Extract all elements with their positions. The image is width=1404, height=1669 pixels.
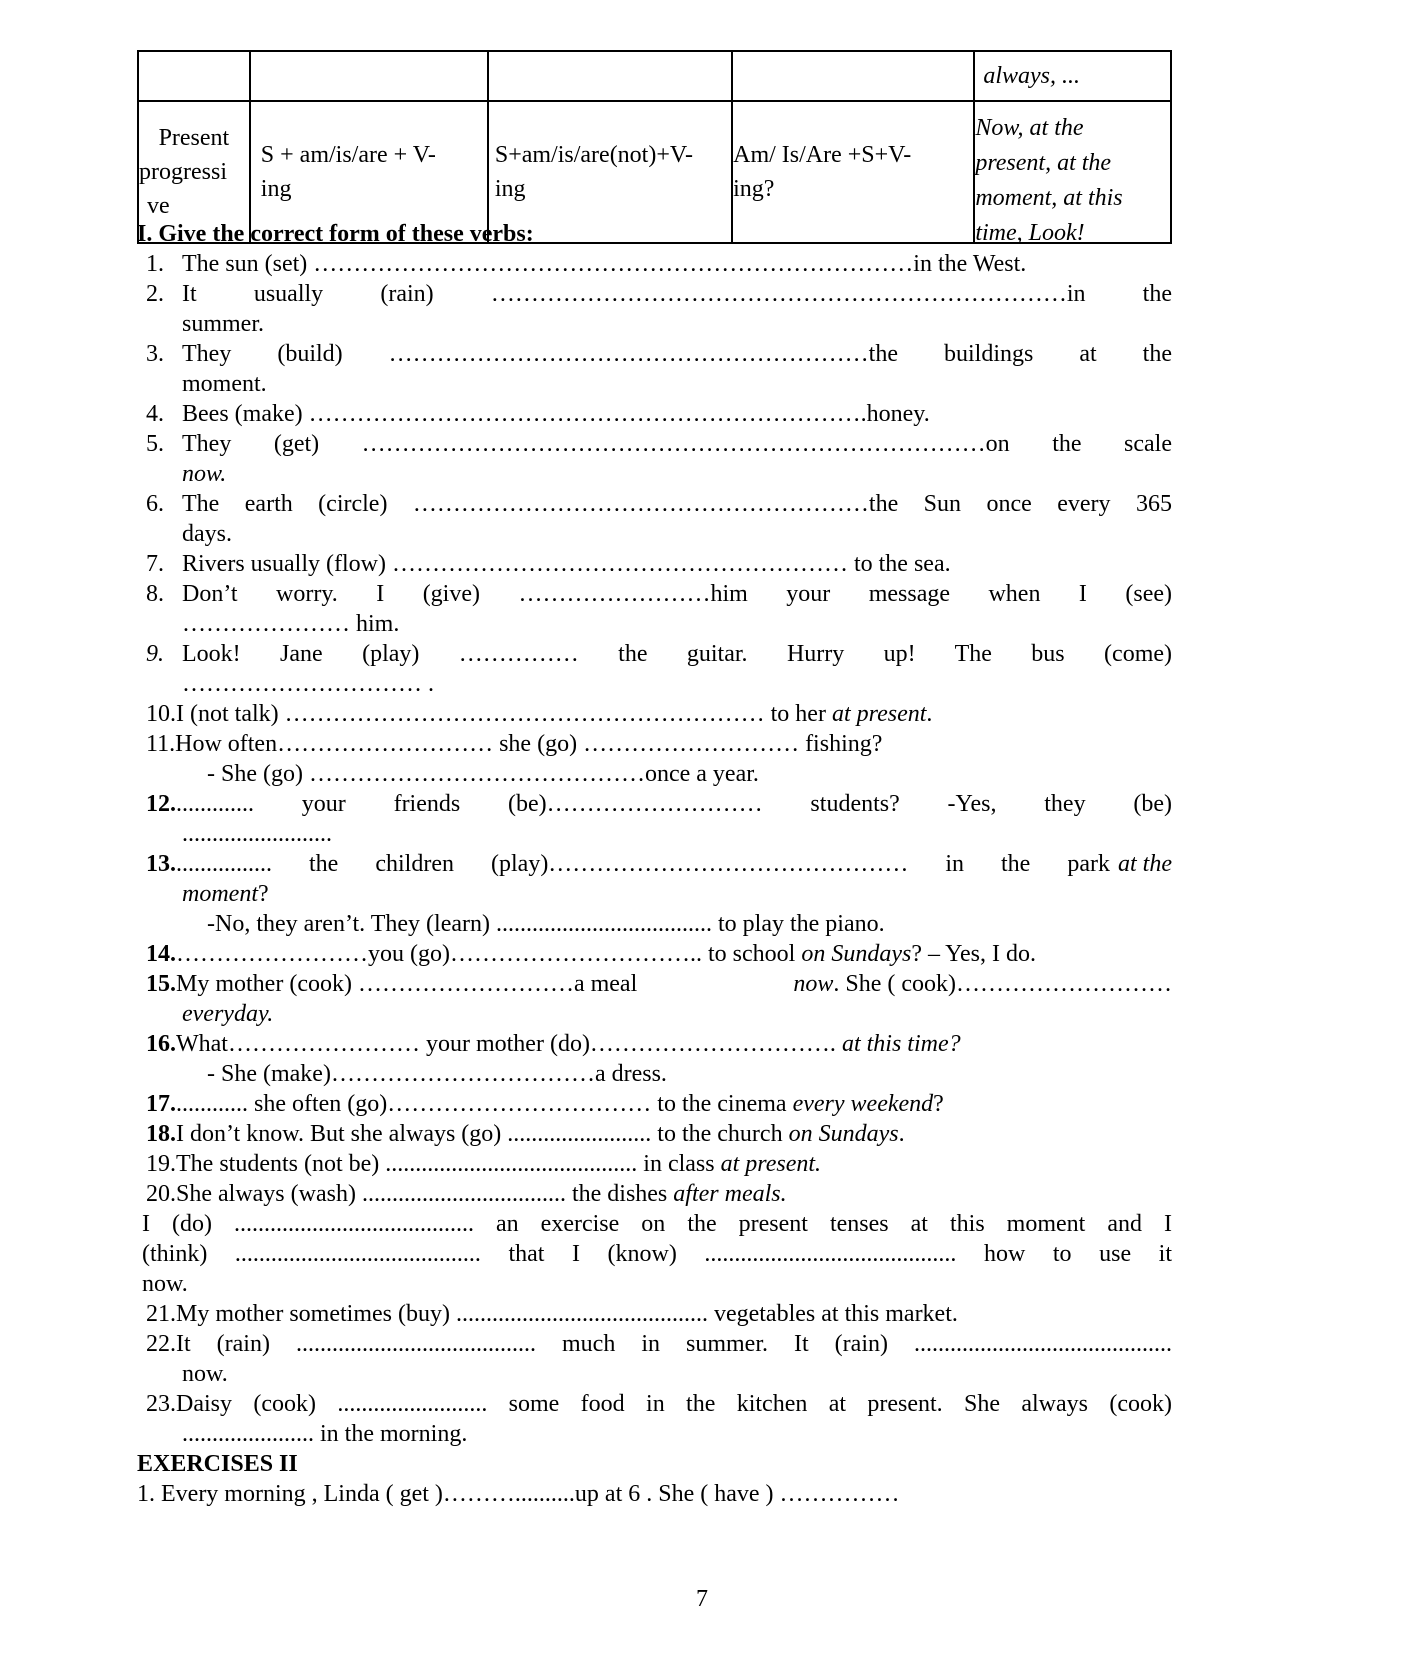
exercise-item [146, 549, 951, 579]
exercise-item [146, 939, 1036, 969]
item-number: 10. [146, 701, 176, 727]
exercise-item [146, 579, 1172, 609]
signal-line: time, Look! [975, 220, 1085, 246]
item-number: 6. [146, 491, 164, 517]
item-text: Don’t worry. I (give) ……………………him your message when I (see) [182, 581, 1172, 607]
signal-words-cell [974, 101, 1171, 246]
item-number: 21. [146, 1301, 176, 1327]
paragraph-line: now. [142, 1271, 188, 1297]
item-tail: ? – Yes, I do. [911, 941, 1036, 967]
grammar-table [137, 50, 1172, 244]
item-text: What…………………… your mother (do)…………………………. [176, 1031, 842, 1057]
exercises-ii-title: EXERCISES II [137, 1451, 298, 1477]
item-number: 3. [146, 341, 164, 367]
exercise-item [146, 1179, 787, 1209]
item-continuation: moment. [182, 371, 267, 397]
exercise-item [146, 429, 1172, 459]
item-emphasis: on Sundays [788, 1121, 899, 1147]
item-continuation: ………………………… . [182, 671, 434, 697]
exercise-item [146, 1299, 958, 1329]
item-text: Daisy (cook) ......................... some food in the kitchen at present. She always (cook) [176, 1391, 1172, 1417]
item-emphasis: moment [182, 881, 258, 907]
item-continuation: days. [182, 521, 232, 547]
signal-line: Now, at the [975, 115, 1084, 141]
exercise-item [146, 279, 1172, 309]
signal-line: present, at the [975, 150, 1112, 176]
item-continuation: - She (make)……………………………a dress. [207, 1061, 667, 1087]
item-text: Bees (make) …………………………………………………………….honey. [182, 401, 930, 427]
section-title: I. Give the correct form of these verbs: [137, 221, 534, 247]
exercise-item [146, 639, 1172, 669]
item-text: I don’t know. But she always (go) ........................ to the church [176, 1121, 789, 1147]
item-continuation: now. [182, 461, 227, 487]
table-cell [250, 51, 488, 101]
table-row [138, 51, 1171, 101]
tense-name-line: ve [147, 193, 170, 219]
item-number: 16. [146, 1031, 176, 1057]
item-number: 11. [146, 731, 176, 757]
item-continuation: now. [182, 1361, 228, 1387]
exercise-item [146, 339, 1172, 369]
table-cell [732, 51, 974, 101]
item-text: How often……………………… she (go) ……………………… fishing? [175, 731, 883, 757]
formula-line: S+am/is/are(not)+V- [494, 142, 693, 168]
item-emphasis: after meals. [673, 1181, 787, 1207]
item-number: 19. [146, 1151, 176, 1177]
item-number: 5. [146, 431, 164, 457]
item-text: It (rain) ........................................ much in summer. It (rain) ........................................... [176, 1331, 1172, 1357]
item-tail: . [926, 701, 933, 727]
exercise-item [146, 849, 1172, 879]
item-text: ............. your friends (be)……………………… students? -Yes, they (be) [176, 791, 1172, 817]
item-number: 12. [146, 791, 176, 817]
exercise-item [146, 1389, 1172, 1419]
tense-name-line: progressi [139, 159, 227, 185]
item-emphasis: every weekend [792, 1091, 934, 1117]
table-cell [138, 51, 250, 101]
item-continuation [182, 879, 269, 909]
item-number: 2. [146, 281, 164, 307]
formula-line: ing [260, 176, 292, 202]
item-emphasis: at the [1118, 851, 1172, 877]
formula-line: ing [494, 176, 526, 202]
item-text: They (get) ……………………………………………………………………on the scale [182, 431, 1172, 457]
tense-name-line: Present [158, 125, 230, 151]
exercise-item [146, 489, 1172, 519]
formula-line: ing? [733, 176, 775, 202]
item-text: ............ she often (go)…………………………… to the cinema [176, 1091, 793, 1117]
item-number: 18. [146, 1121, 176, 1147]
item-number: 8. [146, 581, 164, 607]
item-tail: . [898, 1121, 905, 1147]
exercise-item [146, 969, 1172, 999]
item-emphasis: on Sundays [801, 941, 912, 967]
item-text: The students (not be) .......................................... in class [176, 1151, 721, 1177]
item-emphasis: at present [831, 701, 927, 727]
item-continuation: -No, they aren’t. They (learn) .................................... to play the piano. [207, 911, 885, 937]
exercise-item [146, 789, 1172, 819]
exercise-item [146, 1029, 961, 1059]
item-text: I (not talk) …………………………………………………… to her [176, 701, 832, 727]
item-continuation: ......................... [182, 821, 332, 847]
item-text: They (build) ……………………………………………………the buildings at the [182, 341, 1172, 367]
item-continuation: ………………… him. [182, 611, 400, 637]
exercise-ii-line: 1. Every morning , Linda ( get )………..........up at 6 . She ( have ) …………… [137, 1481, 900, 1507]
item-text: Look! Jane (play) …………… the guitar. Hurry up! The bus (come) [182, 641, 1172, 667]
exercise-item [146, 729, 882, 759]
item-number: 1. [146, 251, 164, 277]
item-continuation: everyday. [182, 1001, 274, 1027]
question-form-cell [732, 101, 974, 243]
item-number: 14. [146, 941, 176, 967]
item-text: The sun (set) …………………………………………………………………in the West. [182, 251, 1027, 277]
signal-line: moment, at this [975, 185, 1123, 211]
item-emphasis: now [793, 971, 834, 997]
exercise-item [146, 1329, 1172, 1359]
item-number: 22. [146, 1331, 176, 1357]
exercise-item [146, 699, 932, 729]
item-number: 15. [146, 971, 176, 997]
exercise-item [146, 1119, 905, 1149]
item-tail: ? [257, 881, 269, 907]
item-emphasis: at this time? [841, 1031, 961, 1057]
item-text: She always (wash) .................................. the dishes [176, 1181, 674, 1207]
item-number: 13. [146, 851, 176, 877]
item-number: 9. [146, 641, 164, 667]
exercise-item [146, 1089, 944, 1119]
item-text: It usually (rain) ………………………………………………………………in the [182, 281, 1172, 307]
exercise-item [146, 1149, 821, 1179]
item-number: 20. [146, 1181, 176, 1207]
item-tail: . She ( cook)……………………… [833, 971, 1172, 997]
formula-line: Am/ Is/Are +S+V- [733, 142, 912, 168]
item-number: 4. [146, 401, 164, 427]
paragraph-line: I (do) ........................................ an exercise on the present tenses at this moment and I [142, 1211, 1172, 1237]
formula-line: S + am/is/are + V- [260, 142, 436, 168]
item-number: 23. [146, 1391, 176, 1417]
page-number: 7 [696, 1586, 708, 1612]
item-number: 7. [146, 551, 164, 577]
item-text: The earth (circle) …………………………………………………the Sun once every 365 [182, 491, 1172, 517]
paragraph-line: (think) ......................................... that I (know) .......................................... how to use it [142, 1241, 1172, 1267]
item-tail: ? [933, 1091, 944, 1117]
item-emphasis: at present. [720, 1151, 822, 1177]
table-cell [488, 51, 732, 101]
item-text: ................ the children (play)……………………………………… in the park [176, 851, 1110, 877]
item-continuation: ...................... in the morning. [182, 1421, 468, 1447]
exercise-item [146, 249, 1172, 279]
item-text: My mother sometimes (buy) .......................................... vegetables at this market. [176, 1301, 958, 1327]
item-text: ……………………you (go)………………………….. to school [176, 941, 802, 967]
item-text: My mother (cook) ………………………a meal [176, 971, 638, 997]
table-cell-time-words: always, ... [974, 51, 1171, 101]
item-text: Rivers usually (flow) ………………………………………………… to the sea. [182, 551, 951, 577]
item-continuation: - She (go) ……………………………………once a year. [207, 761, 759, 787]
exercise-item [146, 399, 930, 429]
item-continuation: summer. [182, 311, 264, 337]
item-number: 17. [146, 1091, 176, 1117]
